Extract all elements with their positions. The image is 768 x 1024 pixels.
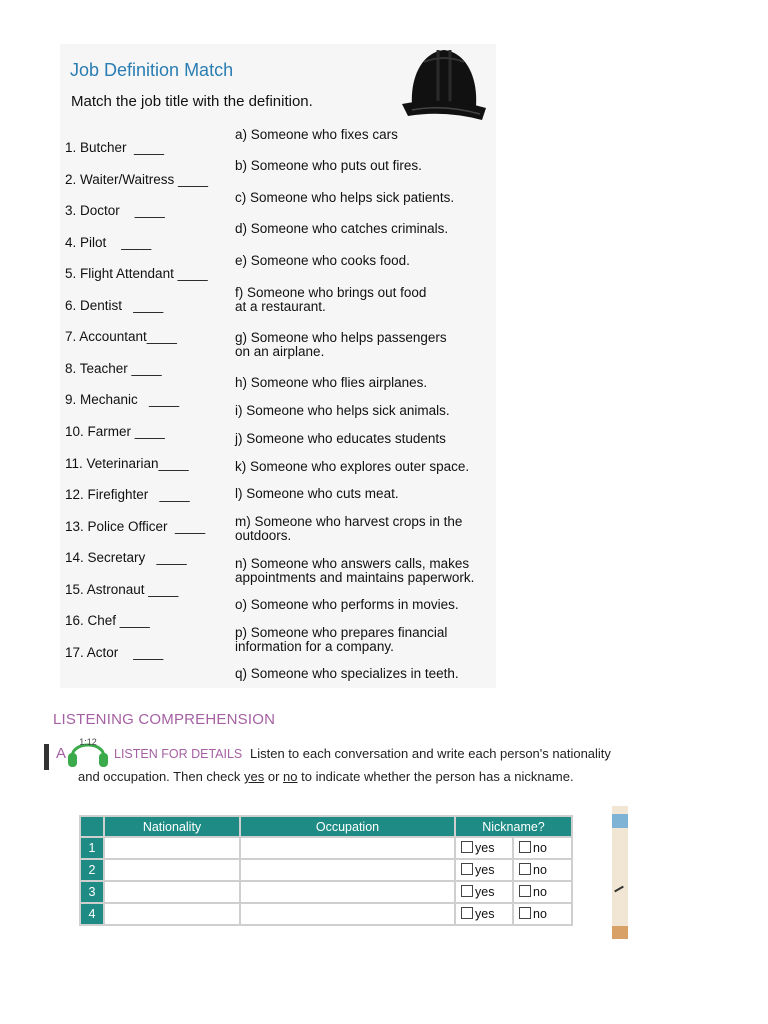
row-number: 2: [80, 859, 104, 881]
job-item: 8. Teacher ____: [65, 361, 162, 376]
no-label: no: [533, 885, 547, 899]
yes-option[interactable]: [455, 881, 513, 903]
yes-checkbox[interactable]: [461, 841, 473, 853]
table-row: [80, 881, 572, 903]
occupation-cell[interactable]: [240, 859, 455, 881]
definition-item: b) Someone who puts out fires.: [235, 158, 422, 173]
instruction-text: and occupation. Then check: [78, 769, 244, 784]
definition-item: c) Someone who helps sick patients.: [235, 190, 455, 205]
job-item: 17. Actor ____: [65, 645, 164, 660]
track-number: 1:12: [79, 737, 97, 747]
job-item: 5. Flight Attendant ____: [65, 266, 208, 281]
illustration-ground: [612, 926, 628, 939]
definition-item: o) Someone who performs in movies.: [235, 597, 459, 612]
job-item: 14. Secretary ____: [65, 550, 187, 565]
no-word: no: [283, 769, 298, 784]
row-number: 1: [80, 837, 104, 859]
job-item: 10. Farmer ____: [65, 424, 165, 439]
header-nickname: Nickname?: [455, 816, 572, 837]
definition-item: f) Someone who brings out food at a restaurant.: [235, 285, 427, 314]
no-label: no: [533, 863, 547, 877]
yes-option[interactable]: [455, 837, 513, 859]
no-option[interactable]: [513, 837, 572, 859]
nationality-table: [79, 815, 573, 926]
hard-hat-icon: [398, 44, 490, 134]
occupation-cell[interactable]: [240, 881, 455, 903]
no-checkbox[interactable]: [519, 907, 531, 919]
no-checkbox[interactable]: [519, 885, 531, 897]
yes-checkbox[interactable]: [461, 885, 473, 897]
job-item: 13. Police Officer ____: [65, 519, 206, 534]
occupation-cell[interactable]: [240, 837, 455, 859]
header-blank: [80, 816, 104, 837]
definition-item: k) Someone who explores outer space.: [235, 459, 470, 474]
instruction-text: to indicate whether the person has a nickname.: [297, 769, 574, 784]
no-option[interactable]: [513, 903, 572, 925]
row-number: 3: [80, 881, 104, 903]
page-title: Job Definition Match: [70, 60, 234, 80]
listening-instruction-continued: [78, 769, 574, 784]
job-item: 7. Accountant____: [65, 329, 177, 344]
exercise-letter: A: [56, 745, 67, 762]
occupation-cell[interactable]: [240, 903, 455, 925]
yes-label: yes: [475, 885, 495, 899]
definition-item: h) Someone who flies airplanes.: [235, 375, 428, 390]
job-item: 1. Butcher ____: [65, 140, 165, 155]
definition-item: m) Someone who harvest crops in the outdoors.: [235, 514, 463, 543]
no-option[interactable]: [513, 881, 572, 903]
table-header-row: [80, 816, 572, 837]
worksheet-instruction: Match the job title with the definition.: [71, 93, 313, 110]
yes-label: yes: [475, 841, 495, 855]
definition-item: e) Someone who cooks food.: [235, 253, 410, 268]
job-item: 2. Waiter/Waitress ____: [65, 172, 209, 187]
header-occupation: Occupation: [240, 816, 455, 837]
cropped-illustration: [612, 806, 628, 939]
job-item: 16. Chef ____: [65, 613, 150, 628]
definition-item: a) Someone who fixes cars: [235, 127, 398, 142]
job-item: 4. Pilot ____: [65, 235, 152, 250]
margin-bar: [44, 744, 49, 770]
nationality-cell[interactable]: [104, 903, 240, 925]
no-label: no: [533, 907, 547, 921]
job-item: 11. Veterinarian____: [65, 456, 189, 471]
job-item: 9. Mechanic ____: [65, 392, 180, 407]
headphones-icon[interactable]: [64, 733, 112, 769]
definition-item: p) Someone who prepares financial information for a company.: [235, 625, 448, 654]
no-checkbox[interactable]: [519, 863, 531, 875]
nationality-cell[interactable]: [104, 859, 240, 881]
definition-item: n) Someone who answers calls, makes appointments and maintains paperwork.: [235, 556, 475, 585]
job-item: 12. Firefighter ____: [65, 487, 190, 502]
yes-label: yes: [475, 907, 495, 921]
yes-label: yes: [475, 863, 495, 877]
yes-option[interactable]: [455, 903, 513, 925]
job-item: 3. Doctor ____: [65, 203, 165, 218]
table-row: [80, 903, 572, 925]
yes-checkbox[interactable]: [461, 907, 473, 919]
no-option[interactable]: [513, 859, 572, 881]
task-label: LISTEN FOR DETAILS: [114, 747, 243, 761]
job-item: 15. Astronaut ____: [65, 582, 179, 597]
no-label: no: [533, 841, 547, 855]
no-checkbox[interactable]: [519, 841, 531, 853]
table-row: [80, 837, 572, 859]
illustration-sky: [612, 814, 628, 828]
definition-item: i) Someone who helps sick animals.: [235, 403, 450, 418]
definition-item: d) Someone who catches criminals.: [235, 221, 449, 236]
row-number: 4: [80, 903, 104, 925]
job-item: 6. Dentist ____: [65, 298, 164, 313]
yes-option[interactable]: [455, 859, 513, 881]
instruction-text: or: [264, 769, 284, 784]
nationality-cell[interactable]: [104, 881, 240, 903]
yes-checkbox[interactable]: [461, 863, 473, 875]
table-row: [80, 859, 572, 881]
yes-word: yes: [244, 769, 265, 784]
definition-item: l) Someone who cuts meat.: [235, 486, 399, 501]
nationality-cell[interactable]: [104, 837, 240, 859]
illustration-detail: [614, 886, 624, 893]
listening-instruction: Listen to each conversation and write each person's nationality: [250, 746, 611, 761]
definition-item: g) Someone who helps passengers on an airplane.: [235, 330, 447, 359]
header-nationality: Nationality: [104, 816, 240, 837]
definition-item: q) Someone who specializes in teeth.: [235, 666, 459, 681]
definition-item: j) Someone who educates students: [235, 431, 446, 446]
section-title: LISTENING COMPREHENSION: [53, 711, 276, 728]
